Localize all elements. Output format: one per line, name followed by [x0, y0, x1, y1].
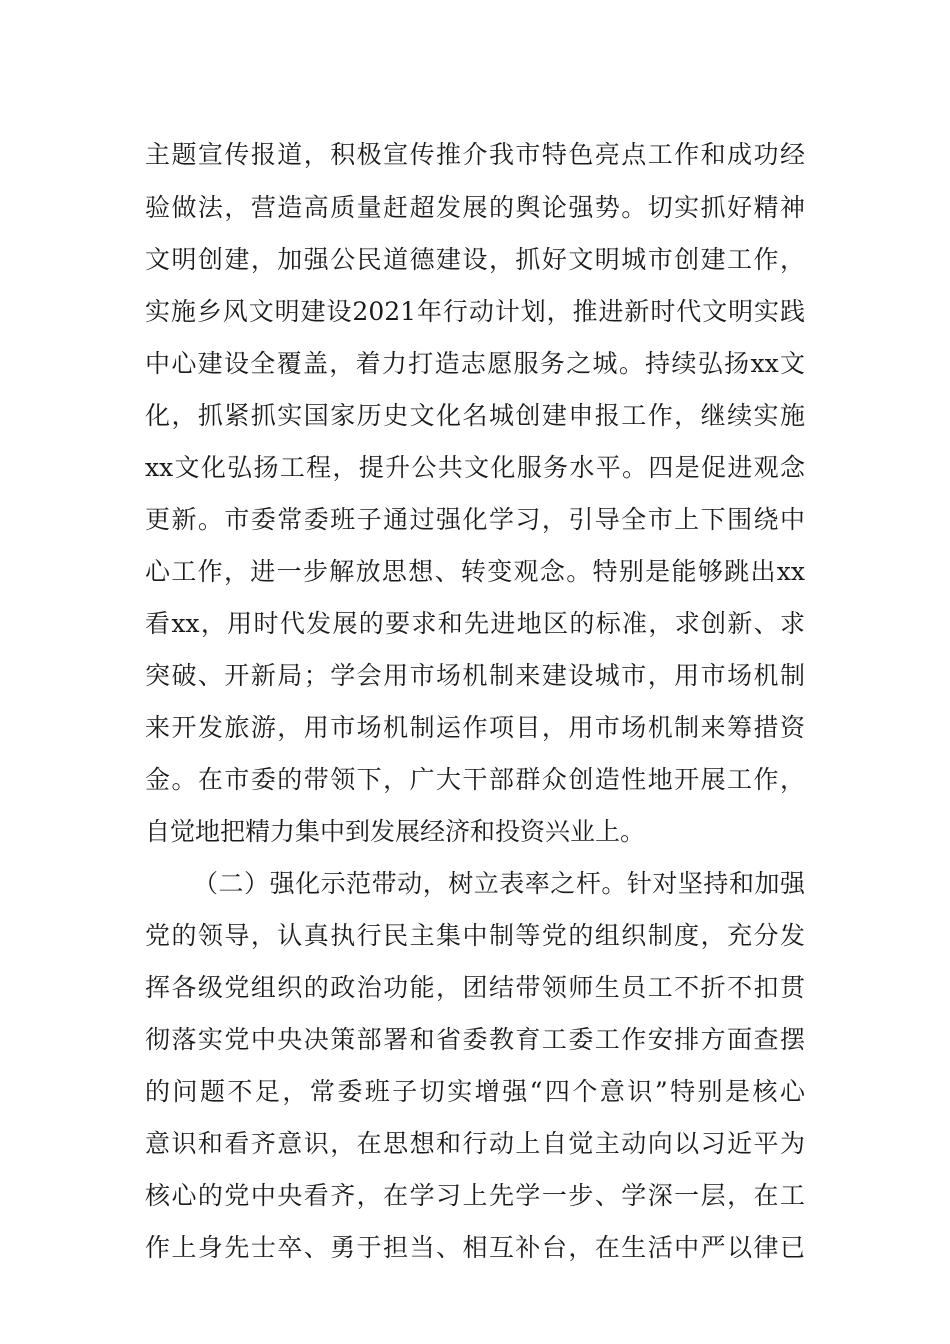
- text-line: 看xx，用时代发展的要求和先进地区的标准，求创新、求: [145, 609, 805, 638]
- paragraph-first-line: （二）强化示范带动，树立表率之杆。针对坚持和加强: [193, 869, 805, 898]
- text-line: 实施乡风文明建设2021年行动计划，推进新时代文明实践: [145, 297, 805, 326]
- text-line: 彻落实党中央决策部署和省委教育工委工作安排方面查摆: [145, 1025, 805, 1054]
- text-line: 金。在市委的带领下，广大干部群众创造性地开展工作，: [145, 765, 805, 794]
- text-line: 文明创建，加强公民道德建设，抓好文明城市创建工作，: [145, 245, 805, 274]
- text-line: 核心的党中央看齐，在学习上先学一步、学深一层，在工: [145, 1181, 805, 1210]
- text-line: 中心建设全覆盖，着力打造志愿服务之城。持续弘扬xx文: [145, 349, 805, 378]
- text-line: 心工作，进一步解放思想、转变观念。特别是能够跳出xx: [145, 557, 805, 586]
- text-line: 党的领导，认真执行民主集中制等党的组织制度，充分发: [145, 921, 805, 950]
- text-line: xx文化弘扬工程，提升公共文化服务水平。四是促进观念: [145, 453, 805, 482]
- text-line: 突破、开新局；学会用市场机制来建设城市，用市场机制: [145, 661, 805, 690]
- text-line: 作上身先士卒、勇于担当、相互补台，在生活中严以律已: [145, 1233, 805, 1262]
- text-line: 主题宣传报道，积极宣传推介我市特色亮点工作和成功经: [145, 140, 805, 169]
- text-line: 的问题不足，常委班子切实增强“四个意识”特别是核心: [145, 1077, 805, 1106]
- paragraph-last-line: 自觉地把精力集中到发展经济和投资兴业上。: [145, 817, 646, 846]
- text-line: 验做法，营造高质量赶超发展的舆论强势。切实抓好精神: [145, 193, 805, 222]
- text-line: 更新。市委常委班子通过强化学习，引导全市上下围绕中: [145, 505, 805, 534]
- text-line: 意识和看齐意识，在思想和行动上自觉主动向以习近平为: [145, 1129, 805, 1158]
- text-line: 化，抓紧抓实国家历史文化名城创建申报工作，继续实施: [145, 401, 805, 430]
- text-line: 挥各级党组织的政治功能，团结带领师生员工不折不扣贯: [145, 973, 805, 1002]
- text-line: 来开发旅游，用市场机制运作项目，用市场机制来筹措资: [145, 713, 805, 742]
